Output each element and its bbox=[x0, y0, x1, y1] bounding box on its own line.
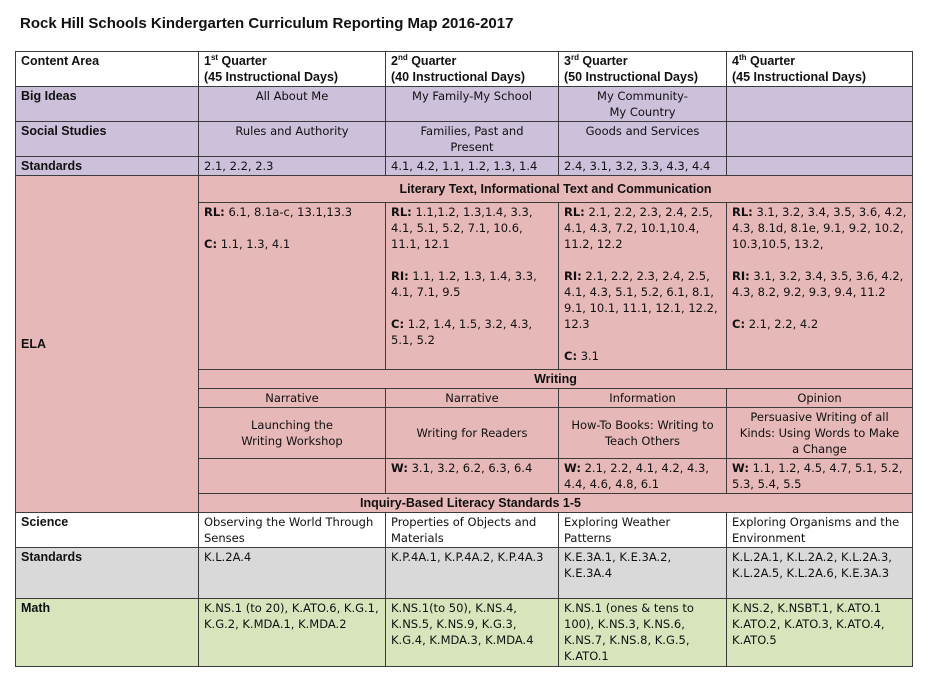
math-q1: K.NS.1 (to 20), K.ATO.6, K.G.1, K.G.2, K.MDA.1, K.MDA.2 bbox=[199, 599, 386, 667]
science-q4: Exploring Organisms and the Environment bbox=[727, 513, 913, 548]
sci-standards-q2: K.P.4A.1, K.P.4A.2, K.P.4A.3 bbox=[386, 548, 559, 599]
math-q3: K.NS.1 (ones & tens to 100), K.NS.3, K.NS.6, K.NS.7, K.NS.8, K.G.5, K.ATO.1 bbox=[559, 599, 727, 667]
science-q2: Properties of Objects and Materials bbox=[386, 513, 559, 548]
writing-heading: Writing bbox=[199, 370, 913, 389]
social-studies-q4 bbox=[727, 122, 913, 157]
ss-standards-row bbox=[16, 157, 913, 176]
ss-standards-q4 bbox=[727, 157, 913, 176]
science-label: Science bbox=[16, 513, 199, 548]
math-q4: K.NS.2, K.NSBT.1, K.ATO.1 K.ATO.2, K.ATO.3, K.ATO.4, K.ATO.5 bbox=[727, 599, 913, 667]
literacy-q4-ri: RI: 3.1, 3.2, 3.4, 3.5, 3.6, 4.2, 4.3, 8.2, 9.2, 9.3, 9.4, 11.2 bbox=[732, 269, 904, 299]
science-q3: Exploring Weather Patterns bbox=[559, 513, 727, 548]
page-title: Rock Hill Schools Kindergarten Curriculum Reporting Map 2016-2017 bbox=[20, 15, 514, 32]
ss-standards-q2: 4.1, 4.2, 1.1, 1.2, 1.3, 1.4 bbox=[386, 157, 559, 176]
sci-standards-q3: K.E.3A.1, K.E.3A.2, K.E.3A.4 bbox=[559, 548, 727, 599]
literacy-q1-rl: RL: 6.1, 8.1a-c, 13.1,13.3 bbox=[204, 205, 353, 219]
writing-standards-q3: W: 2.1, 2.2, 4.1, 4.2, 4.3, 4.4, 4.6, 4.8, 6.1 bbox=[559, 459, 727, 494]
sci-standards-q1: K.L.2A.4 bbox=[199, 548, 386, 599]
literacy-q3-c: C: 3.1 bbox=[564, 349, 599, 363]
social-studies-label: Social Studies bbox=[16, 122, 199, 157]
header-row bbox=[16, 52, 913, 87]
writing-standards-q4: W: 1.1, 1.2, 4.5, 4.7, 5.1, 5.2, 5.3, 5.4, 5.5 bbox=[727, 459, 913, 494]
sci-standards-label: Standards bbox=[16, 548, 199, 599]
ss-standards-label: Standards bbox=[16, 157, 199, 176]
ss-standards-q1: 2.1, 2.2, 2.3 bbox=[199, 157, 386, 176]
writing-standards-q1 bbox=[199, 459, 386, 494]
literacy-q2-rl: RL: 1.1,1.2, 1.3,1.4, 3.3, 4.1, 5.1, 5.2, 7.1, 10.6, 11.1, 12.1 bbox=[391, 205, 533, 251]
quarter-4-header: 4th Quarter (45 Instructional Days) bbox=[727, 52, 913, 87]
curriculum-table bbox=[15, 51, 913, 667]
math-label: Math bbox=[16, 599, 199, 667]
writing-type-q1: Narrative bbox=[199, 389, 386, 408]
ela-label: ELA bbox=[16, 176, 199, 513]
literacy-q4-c: C: 2.1, 2.2, 4.2 bbox=[732, 317, 819, 331]
big-ideas-label: Big Ideas bbox=[16, 87, 199, 122]
social-studies-q3: Goods and Services bbox=[559, 122, 727, 157]
literacy-heading: Literary Text, Informational Text and Communication bbox=[199, 176, 913, 203]
social-studies-q2: Families, Past and Present bbox=[386, 122, 559, 157]
quarter-1-header: 1st Quarter (45 Instructional Days) bbox=[199, 52, 386, 87]
big-ideas-q2: My Family-My School bbox=[386, 87, 559, 122]
literacy-q3 bbox=[559, 203, 727, 370]
big-ideas-q4 bbox=[727, 87, 913, 122]
social-studies-row bbox=[16, 122, 913, 157]
writing-unit-q2: Writing for Readers bbox=[386, 408, 559, 459]
sci-standards-row bbox=[16, 548, 913, 599]
literacy-q3-rl: RL: 2.1, 2.2, 2.3, 2.4, 2.5, 4.1, 4.3, 7.2, 10.1,10.4, 11.2, 12.2 bbox=[564, 205, 713, 251]
math-q2: K.NS.1(to 50), K.NS.4, K.NS.5, K.NS.9, K.G.3, K.G.4, K.MDA.3, K.MDA.4 bbox=[386, 599, 559, 667]
big-ideas-row bbox=[16, 87, 913, 122]
writing-standards-q2: W: 3.1, 3.2, 6.2, 6.3, 6.4 bbox=[386, 459, 559, 494]
inquiry-heading: Inquiry-Based Literacy Standards 1-5 bbox=[199, 494, 913, 513]
writing-type-q2: Narrative bbox=[386, 389, 559, 408]
writing-unit-q4: Persuasive Writing of all Kinds: Using Words to Make a Change bbox=[727, 408, 913, 459]
content-area-header: Content Area bbox=[16, 52, 199, 87]
ela-literacy-heading-row bbox=[16, 176, 913, 203]
quarter-3-header: 3rd Quarter (50 Instructional Days) bbox=[559, 52, 727, 87]
literacy-q1-c: C: 1.1, 1.3, 4.1 bbox=[204, 237, 291, 251]
literacy-q4 bbox=[727, 203, 913, 370]
social-studies-q1: Rules and Authority bbox=[199, 122, 386, 157]
literacy-q1 bbox=[199, 203, 386, 370]
literacy-q3-ri: RI: 2.1, 2.2, 2.3, 2.4, 2.5, 4.1, 4.3, 5.1, 5.2, 6.1, 8.1, 9.1, 10.1, 11.1, 12.1, 12.2, 12.3 bbox=[564, 269, 718, 331]
science-q1: Observing the World Through Senses bbox=[199, 513, 386, 548]
writing-type-q4: Opinion bbox=[727, 389, 913, 408]
literacy-q2 bbox=[386, 203, 559, 370]
writing-unit-q3: How-To Books: Writing to Teach Others bbox=[559, 408, 727, 459]
math-row bbox=[16, 599, 913, 667]
writing-type-q3: Information bbox=[559, 389, 727, 408]
big-ideas-q3: My Community- My Country bbox=[559, 87, 727, 122]
big-ideas-q1: All About Me bbox=[199, 87, 386, 122]
quarter-2-header: 2nd Quarter (40 Instructional Days) bbox=[386, 52, 559, 87]
literacy-q2-c: C: 1.2, 1.4, 1.5, 3.2, 4.3, 5.1, 5.2 bbox=[391, 317, 533, 347]
science-row bbox=[16, 513, 913, 548]
literacy-q2-ri: RI: 1.1, 1.2, 1.3, 1.4, 3.3, 4.1, 7.1, 9.5 bbox=[391, 269, 537, 299]
writing-unit-q1: Launching the Writing Workshop bbox=[199, 408, 386, 459]
sci-standards-q4: K.L.2A.1, K.L.2A.2, K.L.2A.3, K.L.2A.5, K.L.2A.6, K.E.3A.3 bbox=[727, 548, 913, 599]
ss-standards-q3: 2.4, 3.1, 3.2, 3.3, 4.3, 4.4 bbox=[559, 157, 727, 176]
literacy-q4-rl: RL: 3.1, 3.2, 3.4, 3.5, 3.6, 4.2, 4.3, 8.1d, 8.1e, 9.1, 9.2, 10.2, 10.3,10.5, 13.2, bbox=[732, 205, 907, 251]
